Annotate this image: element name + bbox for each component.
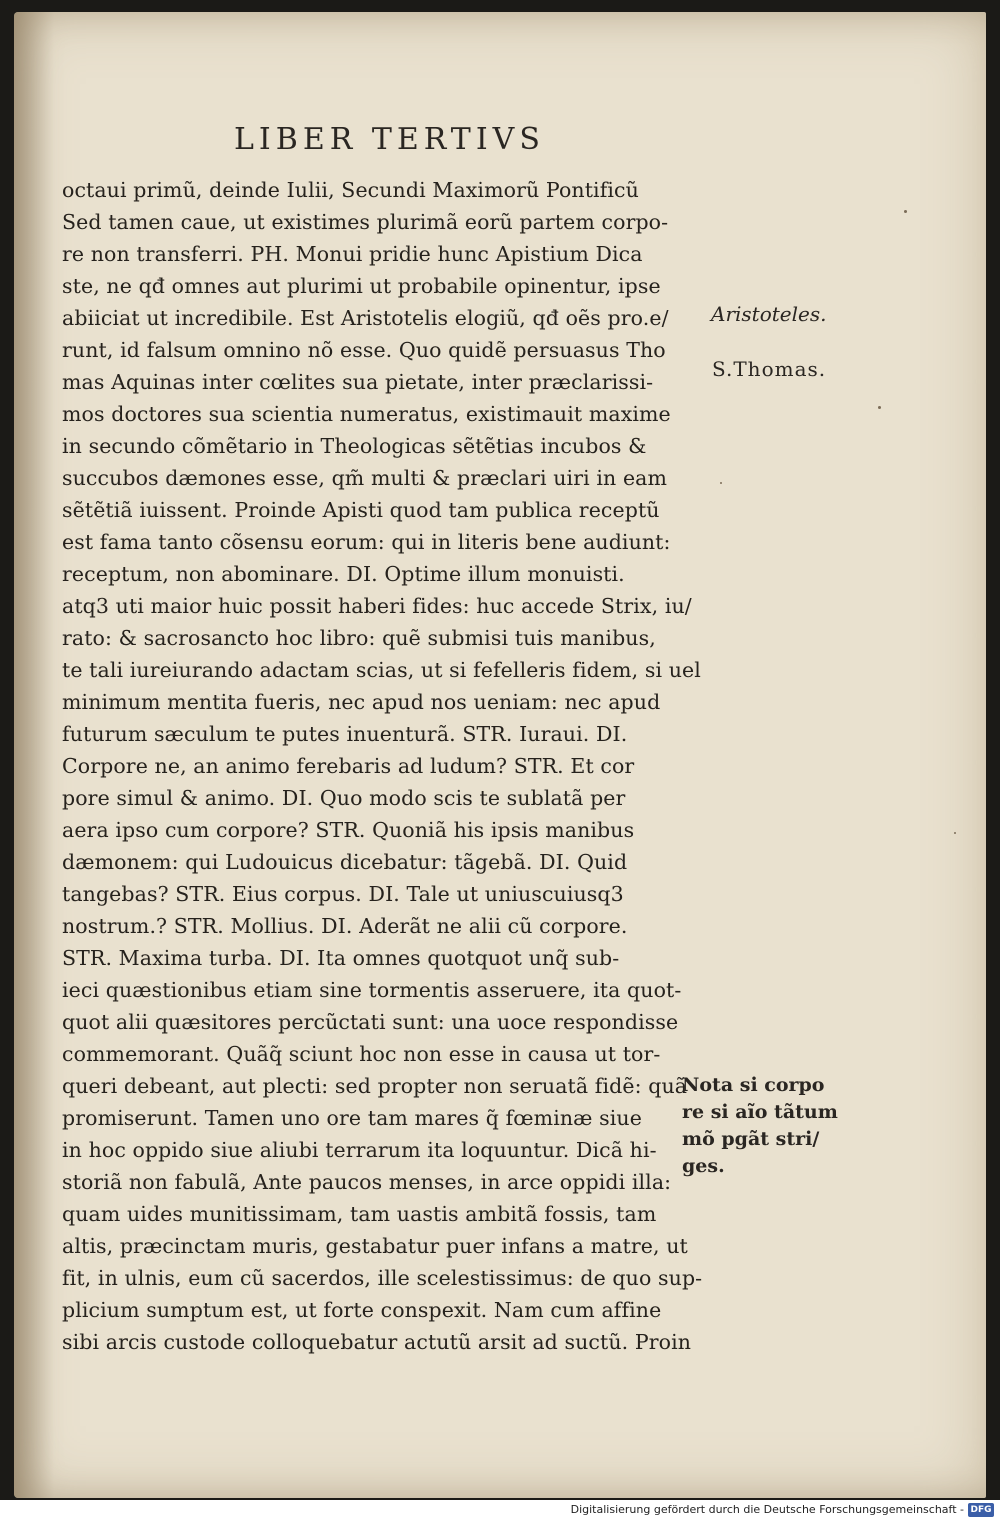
text-line: tangebas? STR. Eius corpus. DI. Tale ut uniuscuiusq3 <box>62 882 624 906</box>
text-line: octaui primũ, deinde Iulii, Secundi Maximorũ Pontificũ <box>62 178 639 202</box>
text-line: te tali iureiurando adactam scias, ut si fefelleris fidem, si uel <box>62 658 701 682</box>
body-text <box>62 174 742 1358</box>
margin-note-corpore <box>682 1072 842 1180</box>
dfg-logo: DFG <box>968 1503 994 1517</box>
text-line: in secundo cõmẽtario in Theologicas sẽtẽtias incubos & <box>62 434 647 458</box>
margin-note-thomas: S.Thomas. <box>712 357 827 381</box>
text-line: in hoc oppido siue aliubi terrarum ita loquuntur. Dicã hi- <box>62 1138 657 1162</box>
text-line: commemorant. Quãq̃ sciunt hoc non esse in causa ut tor- <box>62 1042 661 1066</box>
text-line: abiiciat ut incredibile. Est Aristotelis elogiũ, qđ oẽs pro.e/ <box>62 306 669 330</box>
margin-note-line: ges. <box>682 1155 725 1177</box>
text-line: quam uides munitissimam, tam uastis ambitã fossis, tam <box>62 1202 657 1226</box>
text-line: ste, ne qđ omnes aut plurimi ut probabile opinentur, ipse <box>62 274 661 298</box>
text-line: minimum mentita fueris, nec apud nos ueniam: nec apud <box>62 690 661 714</box>
funding-notice: Digitalisierung gefördert durch die Deutsche Forschungsgemeinschaft - <box>570 1503 964 1516</box>
running-head: LIBER TERTIVS <box>234 122 545 157</box>
margin-note-aristotle: Aristoteles. <box>711 302 827 326</box>
text-line: fit, in ulnis, eum cũ sacerdos, ille scelestissimus: de quo sup- <box>62 1266 703 1290</box>
margin-note-line: Nota si corpo <box>682 1074 825 1096</box>
text-line: runt, id falsum omnino nõ esse. Quo quidẽ persuasus Tho <box>62 338 666 362</box>
text-line: queri debeant, aut plecti: sed propter non seruatã fidẽ: quã <box>62 1074 688 1098</box>
text-line: ieci quæstionibus etiam sine tormentis asseruere, ita quot- <box>62 978 682 1002</box>
text-line: aera ipso cum corpore? STR. Quoniã his ipsis manibus <box>62 818 635 842</box>
text-line: pore simul & animo. DI. Quo modo scis te sublatã per <box>62 786 626 810</box>
text-line: plicium sumptum est, ut forte conspexit. Nam cum affine <box>62 1298 662 1322</box>
text-line: altis, præcinctam muris, gestabatur puer infans a matre, ut <box>62 1234 688 1258</box>
text-line: STR. Maxima turba. DI. Ita omnes quotquot unq̃ sub- <box>62 946 620 970</box>
text-line: Sed tamen caue, ut existimes plurimã eorũ partem corpo- <box>62 210 669 234</box>
margin-note-line: re si aĩo tãtum <box>682 1101 838 1123</box>
text-line: atq3 uti maior huic possit haberi fides: huc accede Strix, iu/ <box>62 594 692 618</box>
text-line: sibi arcis custode colloquebatur actutũ arsit ad suctũ. Proin <box>62 1330 692 1354</box>
gutter-shadow <box>14 12 54 1498</box>
text-line: dæmonem: qui Ludouicus dicebatur: tãgebã. DI. Quid <box>62 850 628 874</box>
book-page <box>14 12 986 1498</box>
text-line: futurum sæculum te putes inuenturã. STR. Iuraui. DI. <box>62 722 628 746</box>
text-line: quot alii quæsitores percũctati sunt: una uoce respondisse <box>62 1010 679 1034</box>
text-line: promiserunt. Tamen uno ore tam mares q̃ fœminæ siue <box>62 1106 642 1130</box>
text-line: receptum, non abominare. DI. Optime illum monuisti. <box>62 562 625 586</box>
text-line: mas Aquinas inter cœlites sua pietate, inter præclarissi- <box>62 370 654 394</box>
text-line: est fama tanto cõsensu eorum: qui in literis bene audiunt: <box>62 530 671 554</box>
text-line: rato: & sacrosancto hoc libro: quẽ submisi tuis manibus, <box>62 626 656 650</box>
text-line: succubos dæmones esse, qm̃ multi & præclari uiri in eam <box>62 466 668 490</box>
footer-bar <box>0 1500 1000 1521</box>
text-line: mos doctores sua scientia numeratus, existimauit maxime <box>62 402 671 426</box>
text-line: storiã non fabulã, Ante paucos menses, in arce oppidi illa: <box>62 1170 672 1194</box>
text-line: re non transferri. PH. Monui pridie hunc Apistium Dica <box>62 242 643 266</box>
text-line: Corpore ne, an animo ferebaris ad ludum? STR. Et cor <box>62 754 635 778</box>
text-line: nostrum.? STR. Mollius. DI. Aderãt ne alii cũ corpore. <box>62 914 628 938</box>
text-line: sẽtẽtiã iuissent. Proinde Apisti quod tam publica receptũ <box>62 498 660 522</box>
margin-note-line: mõ pgãt stri/ <box>682 1128 820 1150</box>
